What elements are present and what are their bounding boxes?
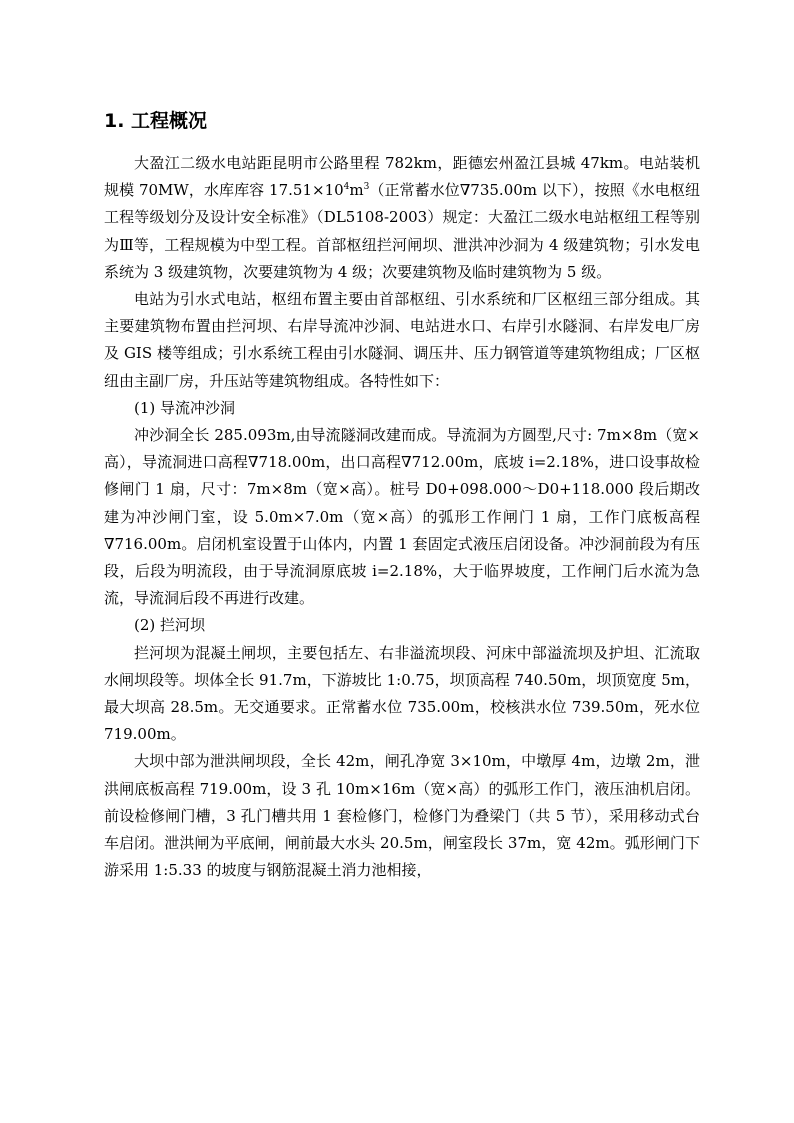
paragraph-dam: 拦河坝为混凝土闸坝，主要包括左、右非溢流坝段、河床中部溢流坝及护坦、汇流取水闸坝段等。坝体全长 91.7m，下游坡比 1:0.75，坝顶高程 740.50m，坝顶宽度 5m，最大坝高 28.5m。无交通要求。正常蓄水位 735.00m，校核洪水位 739.50m，死水位 719.00m。 [104,643,700,744]
unit-m: m [349,181,364,200]
paragraph-diversion-tunnel: 冲沙洞全长 285.093m,由导流隧洞改建而成。导流洞为方圆型,尺寸: 7m×8m（宽×高），导流洞进口高程∇718.00m，出口高程∇712.00m，底坡 i=2.18%，进口设事故检修闸门 1 扇，尺寸：7m×8m（宽×高）。桩号 D0+098.000～D0+118.000 段后期改建为冲沙闸门室，设 5.0m×7.0m（宽×高）的弧形工作闸门 1 扇，工作门底板高程∇716.00m。启闭机室设置于山体内，内置 1 套固定式液压启闭设备。冲沙洞前段为有压段，后段为明流段，由于导流洞原底坡 i=2.18%，大于临界坡度，工作闸门后水流为急流，导流洞后段不再进行改建。 [104,426,700,608]
paragraph-spillway: 大坝中部为泄洪闸坝段，全长 42m，闸孔净宽 3×10m，中墩厚 4m，边墩 2m，泄洪闸底板高程 719.00m，设 3 孔 10m×16m（宽×高）的弧形工作门，液压油机启闭。前设检修闸门槽，3 孔门槽共用 1 套检修门，检修门为叠梁门（共 5 节），采用移动式台车启闭。泄洪闸为平底闸，闸前最大水头 20.5m，闸室段长 37m，宽 42m。弧形闸门下游采用 1:5.33 的坡度与钢筋混凝土消力池相接， [104,752,700,880]
exponent-4: 4 [343,182,350,193]
document-body [104,106,700,884]
subheading-dam: (2) 拦河坝 [134,616,206,635]
subheading-diversion-tunnel: (1) 导流冲沙洞 [134,398,236,417]
paragraph-overview-rest: （正常蓄水位∇735.00m 以下），按照《水电枢纽工程等级划分及设计安全标准》（DL5108-2003）规定：大盈江二级水电站枢纽工程等别为Ⅲ等，工程规模为中型工程。首部枢纽拦河闸坝、泄洪冲沙洞为 4 级建筑物；引水发电系统为 3 级建筑物，次要建筑物为 4 级；次要建筑物及临时建筑物为 5 级。 [104,181,700,281]
paragraph-overview [104,150,700,286]
paragraph-layout: 电站为引水式电站，枢纽布置主要由首部枢纽、引水系统和厂区枢纽三部分组成。其主要建筑物布置由拦河坝、右岸导流冲沙洞、电站进水口、右岸引水隧洞、右岸发电厂房及 GIS 楼等组成；引水系统工程由引水隧洞、调压井、压力钢管道等建筑物组成；厂区枢纽由主副厂房，升压站等建筑物组成。各特性如下： [104,290,700,390]
exponent-3: 3 [363,182,370,193]
paragraph-overview-text: 大盈江二级水电站距昆明市公路里程 782km，距德宏州盈江县城 47km。电站装机规模 70MW，水库库容 17.51×10 [104,154,700,200]
section-title: 1. 工程概况 [104,110,208,132]
